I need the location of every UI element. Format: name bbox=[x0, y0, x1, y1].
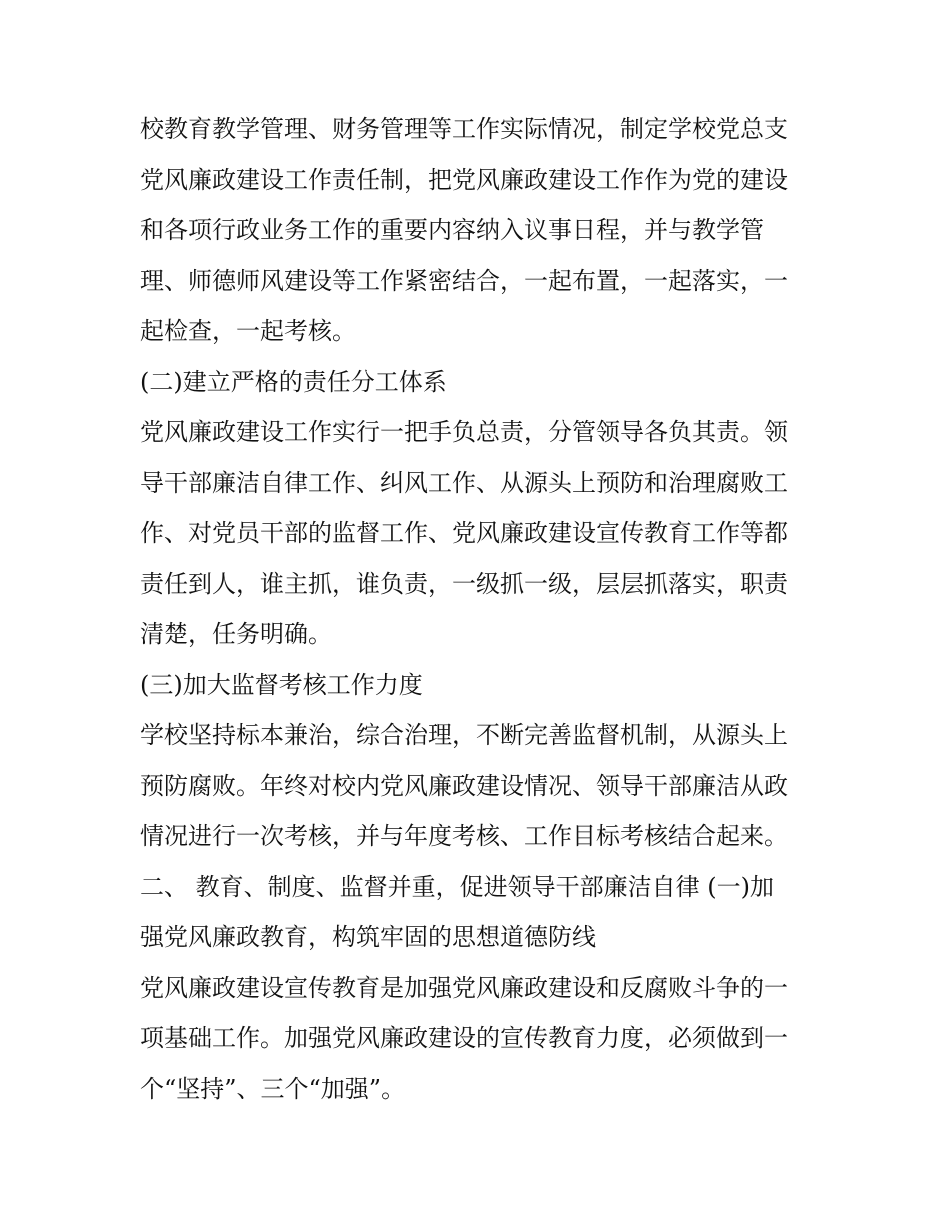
section-heading-3: (三)加大监督考核工作力度 bbox=[140, 671, 423, 699]
text-line-19: 项基础工作。加强党风廉政建设的宣传教育力度，必须做到一 bbox=[140, 1024, 788, 1052]
text-line-2: 党风廉政建设工作责任制，把党风廉政建设工作作为党的建设 bbox=[140, 166, 788, 194]
text-line-11: 清楚，任务明确。 bbox=[140, 620, 332, 648]
text-line-5: 起检查，一起考核。 bbox=[140, 317, 356, 345]
text-line-18: 党风廉政建设宣传教育是加强党风廉政建设和反腐败斗争的一 bbox=[140, 974, 788, 1002]
section-heading-part-2: 二、 教育、制度、监督并重，促进领导干部廉洁自律 (一)加 bbox=[140, 873, 774, 901]
text-line-20: 个“坚持”、三个“加强”。 bbox=[140, 1075, 406, 1103]
text-line-13: 学校坚持标本兼治，综合治理，不断完善监督机制，从源头上 bbox=[140, 721, 788, 749]
text-line-14: 预防腐败。年终对校内党风廉政建设情况、领导干部廉洁从政 bbox=[140, 772, 788, 800]
text-line-8: 导干部廉洁自律工作、纠风工作、从源头上预防和治理腐败工 bbox=[140, 469, 788, 497]
section-heading-2: (二)建立严格的责任分工体系 bbox=[140, 368, 447, 396]
text-line-17: 强党风廉政教育，构筑牢固的思想道德防线 bbox=[140, 923, 596, 951]
text-line-9: 作、对党员干部的监督工作、党风廉政建设宣传教育工作等都 bbox=[140, 519, 788, 547]
text-line-15: 情况进行一次考核，并与年度考核、工作目标考核结合起来。 bbox=[140, 822, 788, 850]
text-line-4: 理、师德师风建设等工作紧密结合，一起布置，一起落实，一 bbox=[140, 267, 788, 295]
text-line-1: 校教育教学管理、财务管理等工作实际情况，制定学校党总支 bbox=[140, 115, 788, 143]
text-line-7: 党风廉政建设工作实行一把手负总责，分管领导各负其责。领 bbox=[140, 418, 788, 446]
text-line-10: 责任到人，谁主抓，谁负责，一级抓一级，层层抓落实，职责 bbox=[140, 570, 788, 598]
text-line-3: 和各项行政业务工作的重要内容纳入议事日程，并与教学管 bbox=[140, 216, 764, 244]
